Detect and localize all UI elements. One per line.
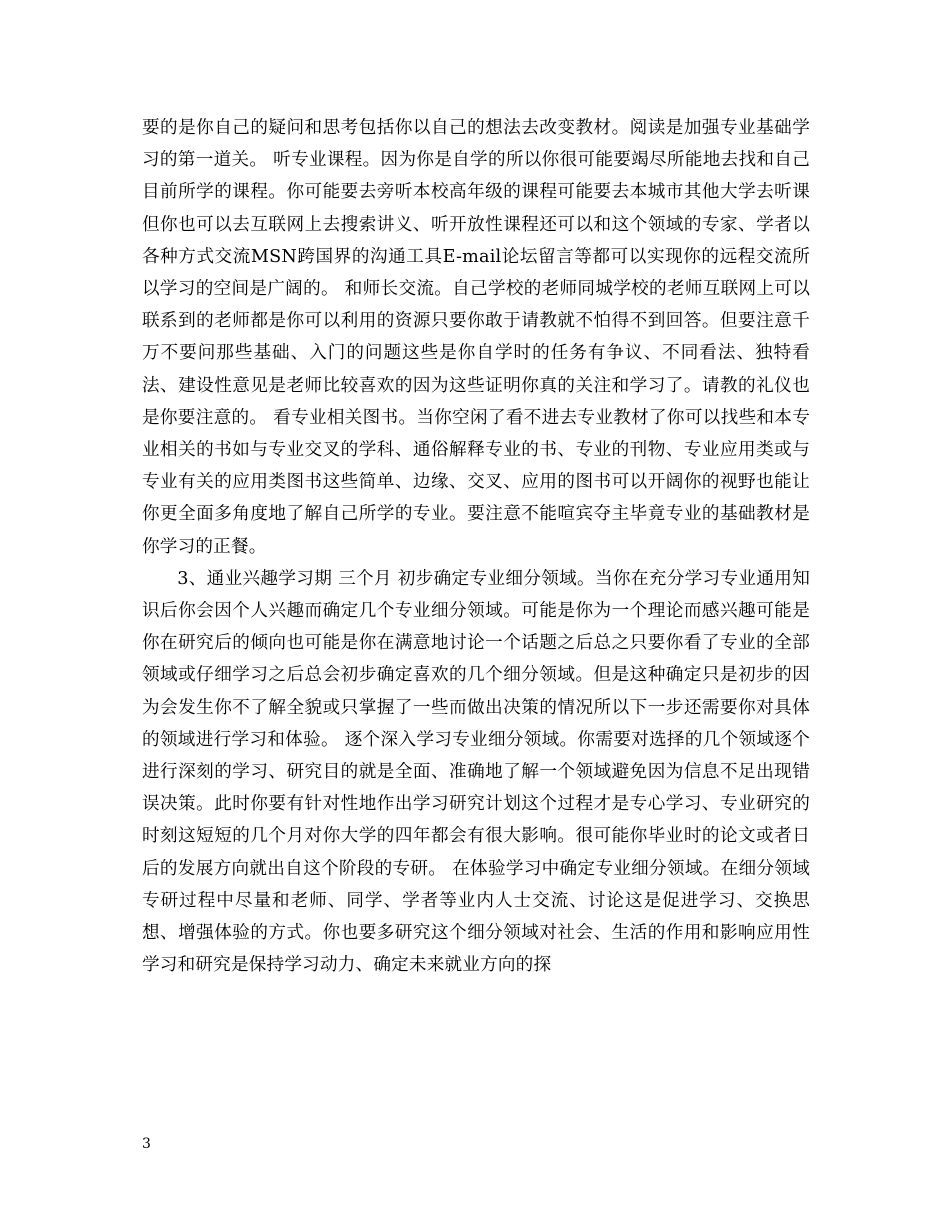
paragraph-continued: 要的是你自己的疑问和思考包括你以自己的想法去改变教材。阅读是加强专业基础学习的第一道关。 听专业课程。因为你是自学的所以你很可能要竭尽所能地去找和自己目前所学的课程。你可能要去旁听本校高年级的课程可能要去本城市其他大学去听课但你也可以去互联网上去搜索讲义、听开放性课程还可以和这个领域的专家、学者以各种方式交流MSN跨国界的沟通工具E-mail论坛留言等都可以实现你的远程交流所以学习的空间是广阔的。 和师长交流。自己学校的老师同城学校的老师互联网上可以联系到的老师都是你可以利用的资源只要你敢于请教就不怕得不到回答。但要注意千万不要问那些基础、入门的问题这些是你自学时的任务有争议、不同看法、独特看法、建设性意见是老师比较喜欢的因为这些证明你真的关注和学习了。请教的礼仪也是你要注意的。 看专业相关图书。当你空闲了看不进去专业教材了你可以找些和本专业相关的书如与专业交叉的学科、通俗解释专业的书、专业的刊物、专业应用类或与专业有关的应用类图书这些简单、边缘、交叉、应用的图书可以开阔你的视野也能让你更全面多角度地了解自己所学的专业。要注意不能喧宾夺主毕竟专业的基础教材是你学习的正餐。 (142, 118, 810, 557)
body-text (142, 112, 810, 981)
page-number: 3 (142, 1136, 151, 1152)
paragraph-section-3: 3、通业兴趣学习期 三个月 初步确定专业细分领域。当你在充分学习专业通用知识后你会因个人兴趣而确定几个专业细分领域。可能是你为一个理论而感兴趣可能是你在研究后的倾向也可能是你在满意地讨论一个话题之后总之只要你看了专业的全部领域或仔细学习之后总会初步确定喜欢的几个细分领域。但是这种确定只是初步的因为会发生你不了解全貌或只掌握了一些而做出决策的情况所以下一步还需要你对具体的领域进行学习和体验。 逐个深入学习专业细分领域。你需要对选择的几个领域逐个进行深刻的学习、研究目的就是全面、准确地了解一个领域避免因为信息不足出现错误决策。此时你要有针对性地作出学习研究计划这个过程才是专心学习、专业研究的时刻这短短的几个月对你大学的四年都会有很大影响。很可能你毕业时的论文或者日后的发展方向就出自这个阶段的专研。 在体验学习中确定专业细分领域。在细分领域专研过程中尽量和老师、同学、学者等业内人士交流、讨论这是促进学习、交换思想、增强体验的方式。你也要多研究这个细分领域对社会、生活的作用和影响应用性学习和研究是保持学习动力、确定未来就业方向的探 (142, 568, 810, 976)
